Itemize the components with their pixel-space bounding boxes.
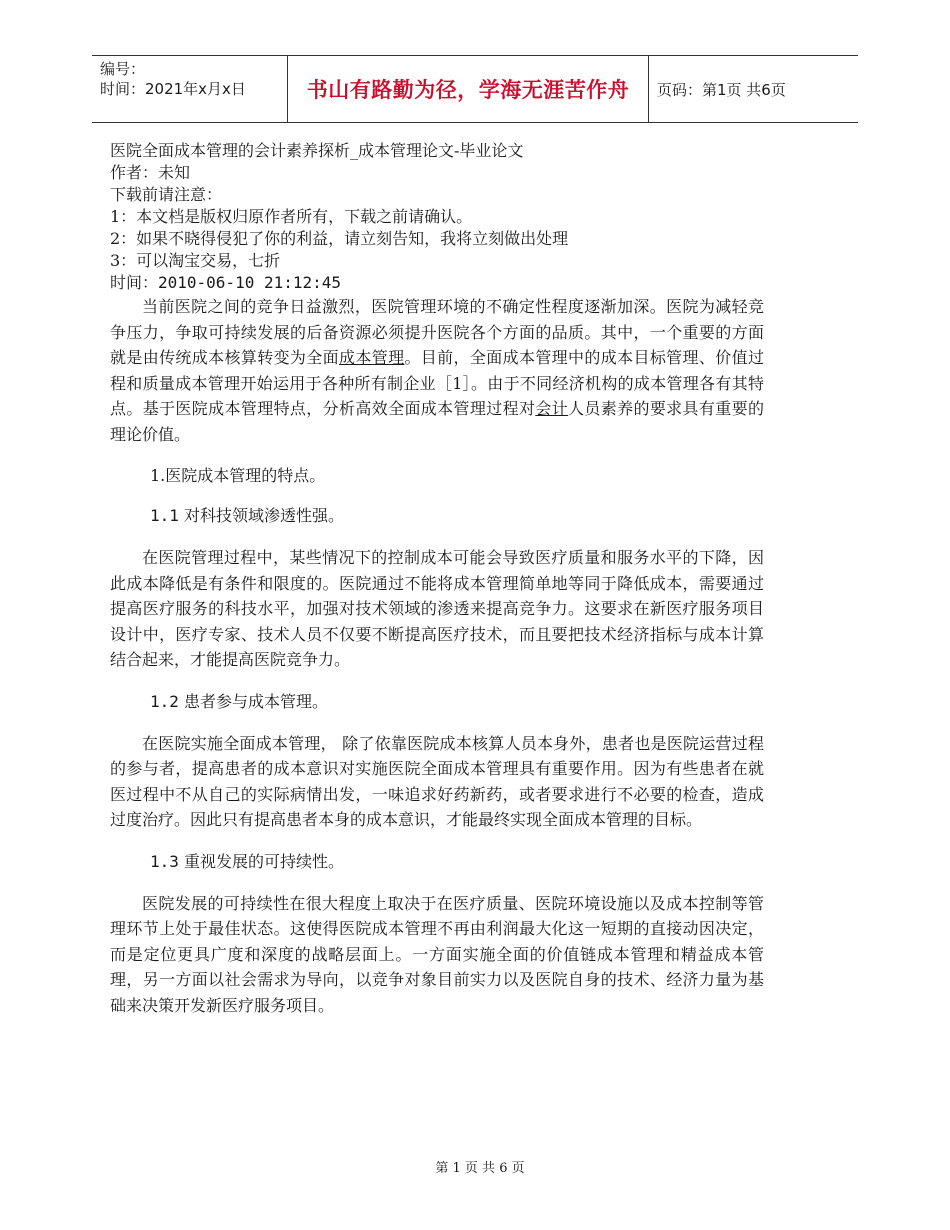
body-paragraph: 在医院管理过程中，某些情况下的控制成本可能会导致医疗质量和服务水平的下降，因此成本降低是有条件和限度的。医院通过不能将成本管理简单地等同于降低成本，需要通过提高医疗服务的科技水平，加强对技术领域的渗透来提高竞争力。这要求在新医疗服务项目设计中，医疗专家、技术人员不仅要不断提高医疗技术，而且要把技术经济指标与成本计算结合起来，才能提高医院竞争力。 [110,548,764,669]
intro-text: 当前医院之间的竞争日益激烈，医院管理环境的不确定性程度逐渐加深。医院为减轻竞争压力，争取可持续发展的后备资源必须提升医院各个方面的品质。其中，一个重要的方面就是由传统成本核算转变为全面 [110,297,764,367]
notice-item-2: 2：如果不晓得侵犯了你的利益，请立刻告知，我将立刻做出处理 [110,229,569,248]
section-heading: 1.医院成本管理的特点。 [150,466,326,485]
header-meta [100,59,285,99]
intro-text: 人员素养的要求具有重要的理论价值。 [110,399,764,444]
cost-management-link[interactable]: 成本管理 [339,348,405,367]
page-footer: 第 1 页 共 6 页 [435,1161,525,1176]
intro-text: 。目前，全面成本管理中的成本目标管理、价值过程和质量成本管理开始运用于各种所有制企业［1］。由于不同经济机构的成本管理各有其特点。基于医院成本管理特点，分析高效全面成本管理过程对 [110,348,764,418]
subsection-heading [110,505,764,527]
intro-paragraph [110,294,764,447]
header-page-info: 页码：第1页 共6页 [657,80,786,99]
notice-title: 下载前请注意： [110,185,223,204]
subsection-number: 1.2 [150,691,179,711]
subsection-title: 重视发展的可持续性。 [178,851,344,871]
accounting-link[interactable]: 会计 [535,399,569,418]
subsection-number: 1.3 [150,851,179,871]
subsection-number: 1.1 [150,506,179,525]
notice-item-3: 3：可以淘宝交易，七折 [110,251,281,270]
document-author: 作者：未知 [110,163,191,182]
doc-number-label: 编号： [100,60,146,78]
notice-item-1: 1：本文档是版权归原作者所有，下载之前请确认。 [110,207,473,226]
body-paragraph: 在医院实施全面成本管理， 除了依靠医院成本核算人员本身外，患者也是医院运营过程的参与者，提高患者的成本意识对实施医院全面成本管理具有重要作用。因为有些患者在就医过程中不从自己的实际病情出发，一味追求好药新药，或者要求进行不必要的检查，造成过度治疗。因此只有提高患者本身的成本意识，才能最终实现全面成本管理的目标。 [110,733,764,829]
doc-time-label: 时间：2021年x月x日 [100,80,246,98]
header-divider [648,56,649,122]
header-motto: 书山有路勤为径，学海无涯苦作舟 [306,78,630,102]
subsection-heading [110,851,764,873]
subsection-title: 患者参与成本管理。 [178,691,328,711]
document-body [110,140,764,1018]
subsection-heading [110,691,764,713]
page-header [92,55,858,123]
body-paragraph: 医院发展的可持续性在很大程度上取决于在医疗质量、医院环境设施以及成本控制等管理环节上处于最佳状态。这使得医院成本管理不再由利润最大化这一短期的直接动因决定，而是定位更具广度和深度的战略层面上。一方面实施全面的价值链成本管理和精益成本管理，另一方面以社会需求为导向，以竞争对象目前实力以及医院自身的技术、经济力量为基础来决策开发新医疗服务项目。 [110,893,764,1015]
document-timestamp: 时间：2010-06-10 21:12:45 [110,273,342,292]
document-title: 医院全面成本管理的会计素养探析_成本管理论文-毕业论文 [110,141,524,160]
subsection-title: 对科技领域渗透性强。 [178,506,344,525]
